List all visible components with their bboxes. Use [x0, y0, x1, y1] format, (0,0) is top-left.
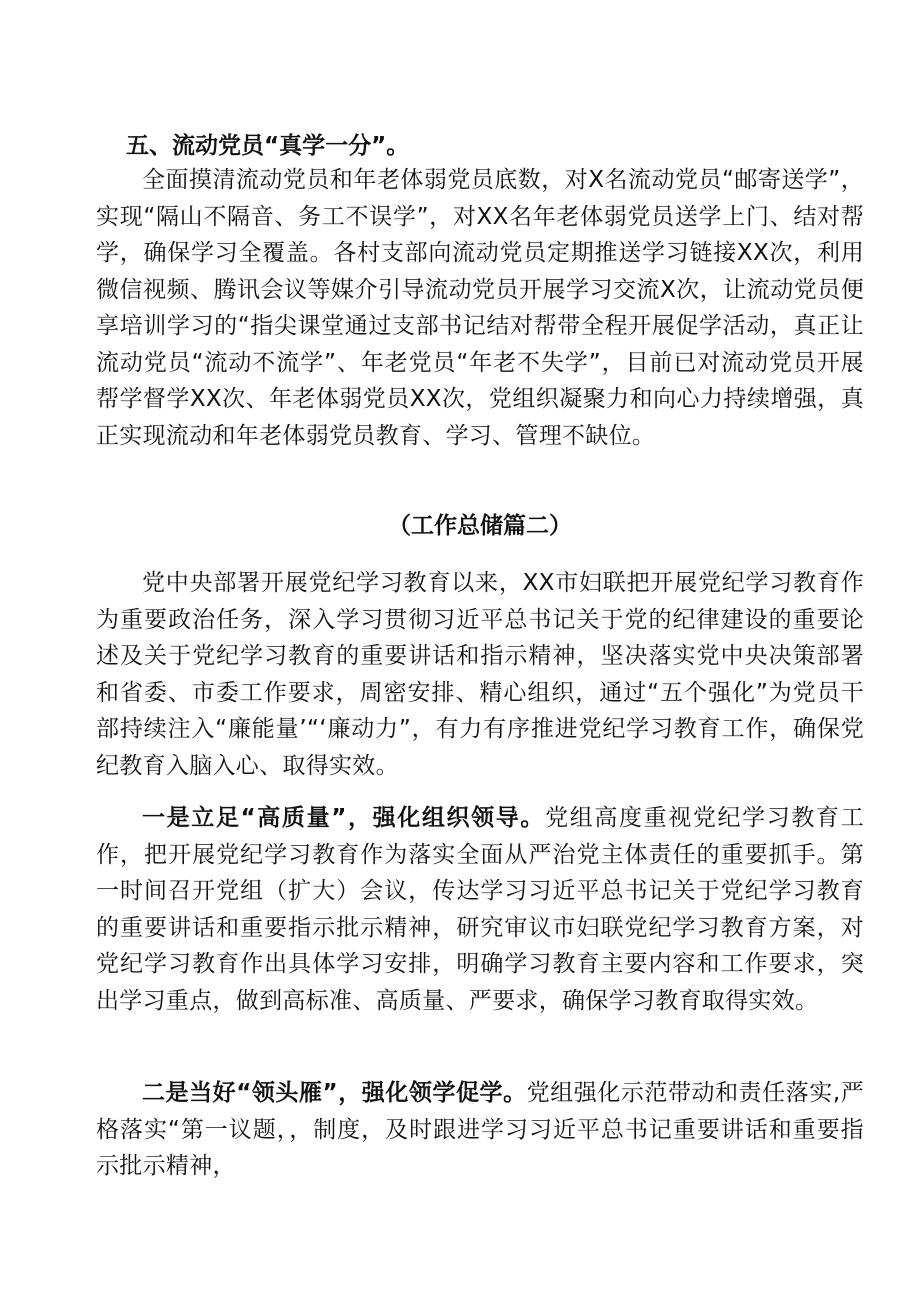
point-1-lead: 一是立足“高质量”，强化组织领导。: [142, 805, 546, 831]
point-2-text: 党组强化示范带动和责任落实,严格落实“第一议题，，制度，及时跟进学习习近平总书记重要讲话和重要指示批示精神，: [96, 1080, 864, 1179]
point-2-paragraph: [96, 1075, 864, 1185]
part-2-intro: 党中央部署开展党纪学习教育以来，XX市妇联把开展党纪学习教育作为重要政治任务，深入学习贯彻习近平总书记关于党的纪律建设的重要论述及关于党纪学习教育的重要讲话和指示精神，坚决落实党中央决策部署和省委、市委工作要求，周密安排、精心组织，通过“五个强化”为党员干部持续注入“廉能量’“‘廉动力”，有力有序推进党纪学习教育工作，确保党纪教育入脑入心、取得实效。: [96, 570, 864, 779]
part-2-title: （工作总储篇二）: [388, 513, 572, 539]
point-2-lead: 二是当好“领头雁”，强化领学促学。: [142, 1080, 527, 1106]
point-1-text: 党组高度重视党纪学习教育工作，把开展党纪学习教育作为落实全面从严治党主体责任的重要抓手。第一时间召开党组（扩大）会议，传达学习习近平总书记关于党纪学习教育的重要讲话和重要指示批示精神，研究审议市妇联党纪学习教育方案，对党纪学习教育作出具体学习安排，明确学习教育主要内容和工作要求，突出学习重点，做到高标准、高质量、严要求，确保学习教育取得实效。: [96, 805, 864, 1014]
point-1-paragraph: [96, 800, 864, 1019]
section-5-heading: 五、流动党员“真学一分”。: [126, 133, 410, 159]
section-5-body: 全面摸清流动党员和年老体弱党员底数，对X名流动党员“邮寄送学”，实现“隔山不隔音、务工不误学”，对XX名年老体弱党员送学上门、结对帮学，确保学习全覆盖。各村支部向流动党员定期推送学习链接XX次，利用微信视频、腾讯会议等媒介引导流动党员开展学习交流X次，让流动党员便享培训学习的“指尖课堂通过支部书记结对帮带全程开展促学活动，真正让流动党员“流动不流学”、年老党员“年老不失学”，目前已对流动党员开展帮学督学XX次、年老体弱党员XX次，党组织凝聚力和向心力持续增强，真正实现流动和年老体弱党员教育、学习、管理不缺位。: [96, 167, 864, 449]
